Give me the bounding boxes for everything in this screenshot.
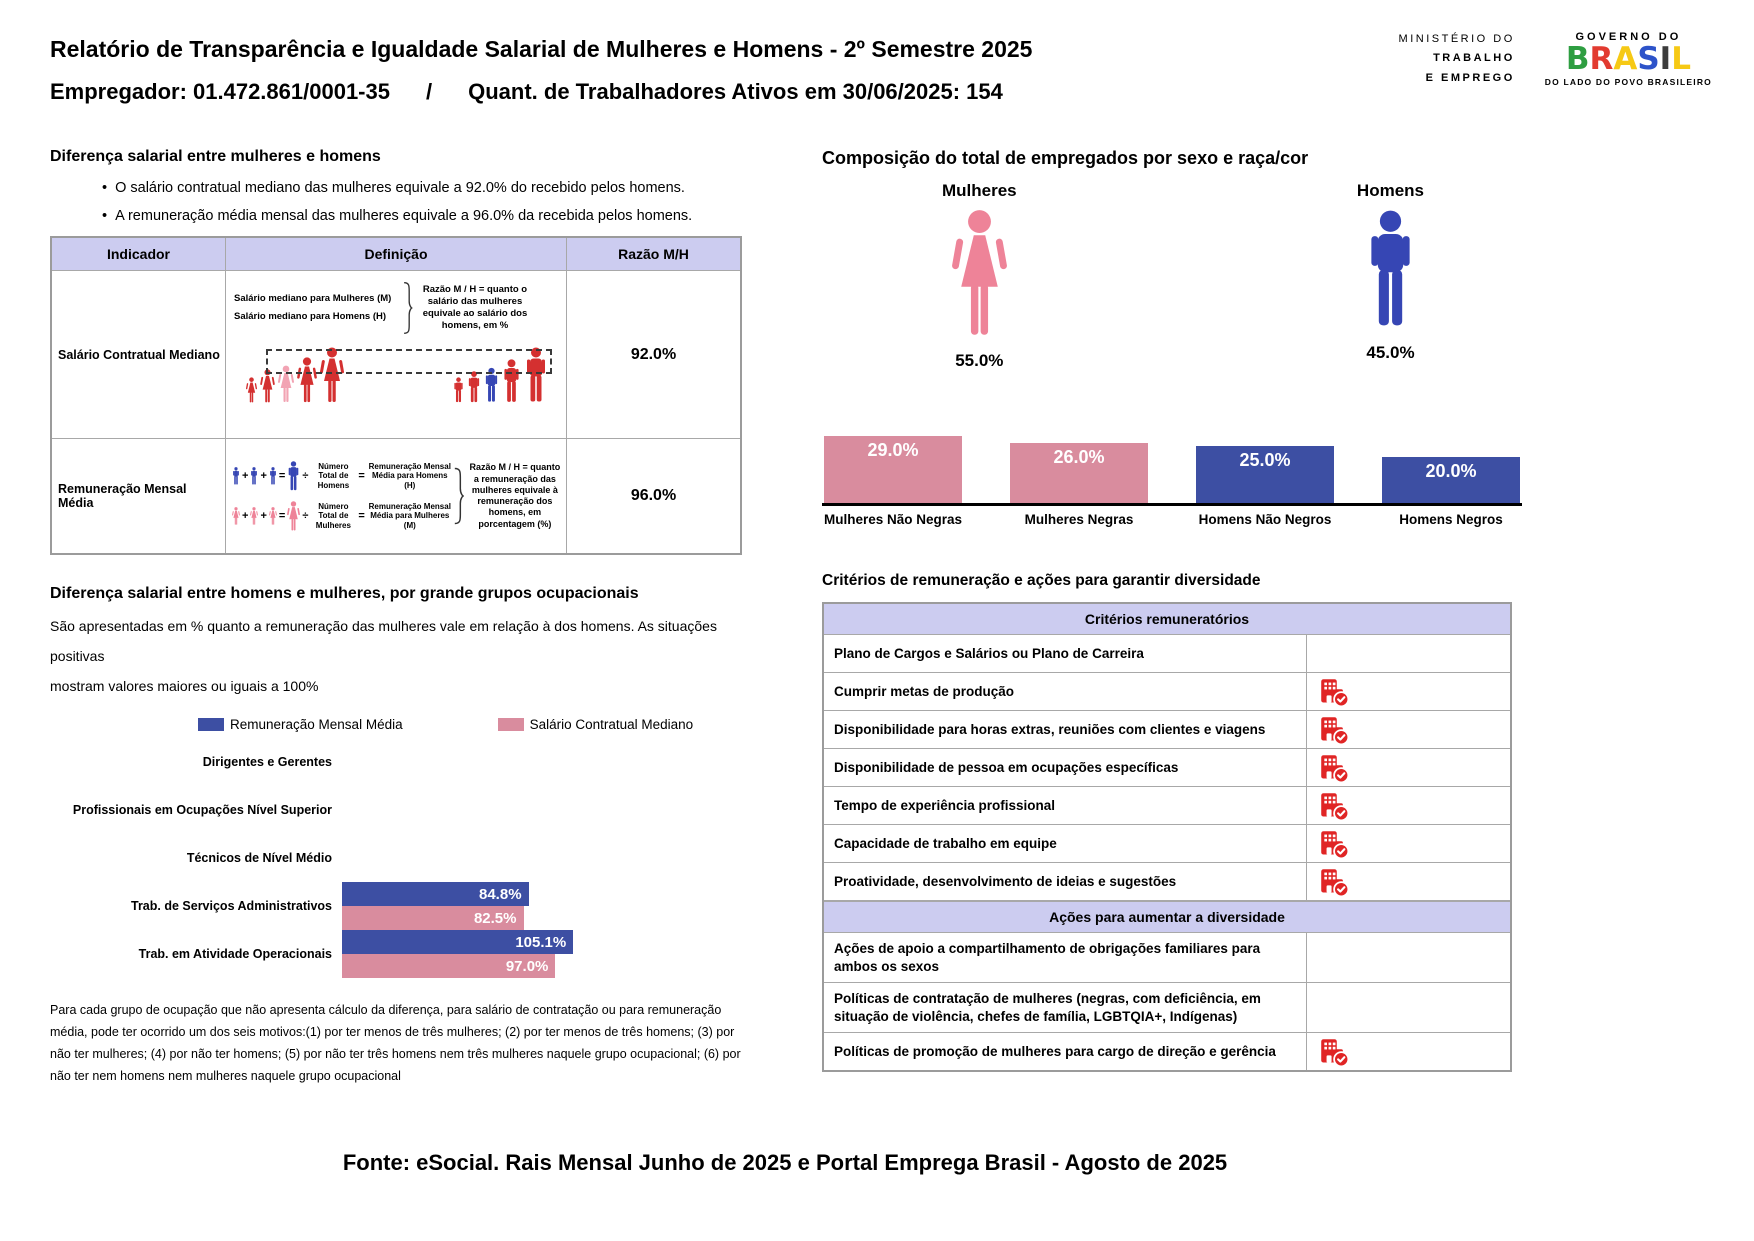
bar-value: 26.0% [1053, 447, 1105, 468]
divide-sign: ÷ [302, 510, 309, 522]
bar-remuneracao-media [342, 930, 573, 954]
bar-mulheres-nao-negras [824, 436, 962, 503]
occupation-label: Trab. em Atividade Operacionais [138, 946, 332, 961]
composition-bars [822, 433, 1522, 503]
brasil-letter: I [1659, 41, 1672, 78]
bar-mulheres-negras [1010, 443, 1148, 503]
bar-value: 25.0% [1239, 449, 1291, 470]
occupational-footnote: Para cada grupo de ocupação que não apresenta cálculo da diferença, para salário de contratação ou para remuneração média, pode ter ocorrido um dos seis motivos:(1) por ter menos de três mulheres; (2) por ter menos de três homens; (3) por não ter mulheres; (4) por não ter homens; (5) por não ter três homens nem três mulheres naquele grupo ocupacional; (6) por não ter nem homens nem mulheres naquele grupo ocupacional [50, 1003, 741, 1083]
criteria-check-cell [1307, 863, 1510, 900]
man-icon [467, 371, 481, 403]
woman-icon [952, 209, 1007, 337]
criteria-text: Proatividade, desenvolvimento de ideias e sugestões [824, 863, 1307, 900]
criteria-row [824, 749, 1510, 787]
criteria-check-cell [1307, 711, 1510, 748]
men-label: Homens [1356, 181, 1424, 200]
building-check-icon [1319, 677, 1349, 707]
bar-homens-nao-negros [1196, 446, 1334, 504]
men-equation [232, 461, 453, 491]
indicator-name: Salário Contratual Mediano [52, 271, 226, 439]
gov-logo-slogan: DO LADO DO POVO BRASILEIRO [1544, 76, 1712, 87]
criteria-check-cell [1307, 635, 1510, 672]
bullet-text: O salário contratual mediano das mulheres equivale a 92.0% do recebido pelos homens. [115, 180, 685, 196]
page-title: Relatório de Transparência e Igualdade Salarial de Mulheres e Homens - 2º Semestre 2025 [50, 36, 1033, 62]
man-icon [287, 461, 300, 491]
men-result-text: Remuneração Mensal Média para Homens (H) [368, 462, 451, 490]
plus-sign: + [260, 470, 267, 482]
man-icon [453, 377, 464, 403]
occupation-label: Técnicos de Nível Médio [186, 850, 332, 865]
man-icon [232, 467, 240, 485]
women-percentage: 55.0% [955, 351, 1004, 370]
criteria-text: Disponibilidade para horas extras, reuniões com clientes e viagens [824, 711, 1307, 748]
definition-diagram-mean [226, 439, 567, 553]
criteria-row [824, 711, 1510, 749]
report-header [50, 36, 1200, 105]
criteria-row [824, 825, 1510, 863]
woman-icon [287, 501, 300, 531]
subtitle-line1: São apresentadas em % quanto a remuneração das mulheres vale em relação à dos homens. As situações positivas [50, 618, 717, 665]
men-percentage: 45.0% [1366, 343, 1415, 362]
median-men-label: Salário mediano para Homens (H) [234, 310, 387, 322]
bar-remuneracao-media [342, 882, 529, 906]
occupation-bars [342, 882, 529, 930]
col-header-indicador: Indicador [52, 238, 226, 271]
bullet-text: A remuneração média mensal das mulheres equivale a 96.0% da recebida pelos homens. [115, 208, 693, 224]
bar-value: 105.1% [515, 933, 567, 951]
criteria-row [824, 1033, 1510, 1070]
bar-value: 20.0% [1425, 461, 1477, 481]
criteria-row [824, 983, 1510, 1033]
header-logos [1399, 30, 1712, 88]
occupational-title: Diferença salarial entre homens e mulheres, por grande grupos ocupacionais [50, 585, 639, 602]
definition-diagram-median [226, 271, 567, 439]
criteria-row [824, 635, 1510, 673]
median-dashed-box [266, 349, 552, 374]
criteria-row [824, 933, 1510, 983]
subtitle-line2: mostram valores maiores ou iguais a 100% [50, 678, 319, 695]
women-figure-block [942, 181, 1017, 371]
legend-swatch-pink [498, 718, 524, 731]
source-footer: Fonte: eSocial. Rais Mensal Junho de 2025 e Portal Emprega Brasil - Agosto de 2025 [342, 1150, 1228, 1175]
ministry-line2: TRABALHO [1433, 52, 1515, 65]
criteria-section [822, 572, 1522, 1072]
gov-logo-top-text: GOVERNO DO [1575, 31, 1682, 44]
criteria-check-cell [1307, 787, 1510, 824]
ministry-logo [1399, 30, 1515, 88]
population-figures [234, 343, 560, 403]
composition-title: Composição do total de empregados por sexo e raça/cor [822, 148, 1309, 168]
criteria-section2-header: Ações para aumentar a diversidade [824, 901, 1510, 933]
col-header-definicao: Definição [226, 238, 567, 271]
plus-sign: + [242, 510, 249, 522]
criteria-row [824, 673, 1510, 711]
criteria-row [824, 863, 1510, 901]
salary-gap-title: Diferença salarial entre mulheres e homens [50, 148, 381, 165]
ministry-line1: MINISTÉRIO DO [1398, 33, 1515, 45]
occupation-row [50, 930, 756, 978]
equals-sign: = [358, 510, 365, 522]
occupation-bars [342, 930, 573, 978]
equals-sign: = [278, 470, 286, 482]
left-column [50, 148, 756, 1088]
women-label: Mulheres [942, 181, 1017, 200]
criteria-check-cell [1307, 825, 1510, 862]
bar-value: 29.0% [867, 440, 919, 461]
occupation-label: Trab. de Serviços Administrativos [131, 898, 332, 913]
plus-sign: + [242, 470, 249, 482]
employer-line [50, 79, 1200, 105]
bullet-dot: • [102, 208, 108, 224]
ratio-value: 96.0% [630, 487, 677, 504]
mean-ratio-note: Razão M / H = quanto a remuneração das mulheres equivale à remuneração dos homens, em porcentagem (%) [469, 462, 561, 529]
composition-category-labels [822, 512, 1522, 527]
legend-item-mediano [498, 717, 694, 732]
criteria-text: Políticas de promoção de mulheres para cargo de direção e gerência [824, 1033, 1307, 1070]
bullet-item [102, 208, 756, 224]
criteria-row [824, 787, 1510, 825]
criteria-check-cell [1307, 673, 1510, 710]
legend-label: Salário Contratual Mediano [529, 717, 694, 733]
women-result-text: Remuneração Mensal Média para Mulheres (M) [368, 502, 451, 530]
equals-sign: = [278, 510, 286, 522]
median-ratio-note: Razão M / H = quanto o salário das mulheres equivale ao salário dos homens, em % [422, 284, 528, 331]
occupation-row [50, 882, 756, 930]
occupation-row [50, 738, 756, 786]
women-divisor-text: Número Total de Mulheres [315, 502, 351, 530]
men-divisor-text: Número Total de Homens [317, 462, 350, 490]
criteria-text: Plano de Cargos e Salários ou Plano de Carreira [824, 635, 1307, 672]
brace-icon [453, 452, 464, 540]
divide-sign: ÷ [302, 470, 309, 482]
composition-people [822, 181, 1522, 371]
occupational-subtitle [50, 611, 756, 701]
employer-id: Empregador: 01.472.861/0001-35 [50, 79, 390, 104]
criteria-text: Políticas de contratação de mulheres (negras, com deficiência, em situação de violência, chefes de família, LGBTQIA+, Indígenas) [824, 983, 1307, 1032]
mean-equations [232, 461, 453, 531]
salary-gap-bullets [102, 180, 756, 224]
man-icon [1365, 209, 1416, 329]
brasil-wordmark [1545, 43, 1712, 76]
brasil-letter: A [1613, 41, 1638, 78]
building-check-icon [1319, 829, 1349, 859]
brace-icon [402, 281, 413, 335]
median-women-label: Salário mediano para Mulheres (M) [234, 293, 392, 305]
building-check-icon [1319, 791, 1349, 821]
woman-icon [269, 507, 277, 525]
bar-homens-negros [1382, 457, 1520, 503]
bullet-item [102, 180, 756, 196]
criteria-check-cell [1307, 983, 1510, 1032]
bar-salario-mediano [342, 954, 555, 978]
salary-indicators-table [50, 236, 742, 555]
occupation-label: Dirigentes e Gerentes [202, 754, 332, 769]
median-definition-labels [234, 287, 402, 329]
criteria-title: Critérios de remuneração e ações para garantir diversidade [822, 572, 1261, 589]
criteria-section1-header: Critérios remuneratórios [824, 604, 1510, 635]
building-check-icon [1319, 867, 1349, 897]
woman-icon [246, 377, 257, 403]
bar-salario-mediano [342, 906, 524, 930]
chart-baseline [822, 503, 1522, 506]
brasil-letter: S [1637, 41, 1660, 78]
separator: / [425, 79, 433, 104]
building-check-icon [1319, 753, 1349, 783]
criteria-check-cell [1307, 749, 1510, 786]
category-label: Homens Negros [1399, 512, 1503, 527]
bullet-dot: • [102, 180, 108, 196]
col-header-razao: Razão M/H [567, 238, 740, 271]
man-icon [269, 467, 277, 485]
criteria-text: Disponibilidade de pessoa em ocupações específicas [824, 749, 1307, 786]
category-label: Homens Não Negros [1198, 512, 1332, 527]
category-label: Mulheres Não Negras [824, 512, 963, 527]
criteria-table [822, 602, 1512, 1072]
composition-section [822, 148, 1522, 527]
building-check-icon [1319, 715, 1349, 745]
occupation-row [50, 834, 756, 882]
woman-icon [250, 507, 258, 525]
woman-icon [260, 369, 275, 403]
active-workers: Quant. de Trabalhadores Ativos em 30/06/2025: 154 [468, 79, 1003, 104]
woman-icon [232, 507, 240, 525]
criteria-text: Ações de apoio a compartilhamento de obrigações familiares para ambos os sexos [824, 933, 1307, 982]
plus-sign: + [260, 510, 267, 522]
equals-sign: = [358, 470, 365, 482]
bar-value: 82.5% [473, 909, 517, 927]
women-equation [232, 501, 453, 531]
legend-label: Remuneração Mensal Média [230, 717, 403, 733]
ministry-line3: E EMPREGO [1425, 71, 1515, 84]
brasil-letter: L [1671, 41, 1691, 78]
occupation-row [50, 786, 756, 834]
man-icon [250, 467, 258, 485]
bar-value: 84.8% [479, 885, 522, 903]
ratio-value: 92.0% [567, 271, 740, 439]
category-label: Mulheres Negras [1024, 512, 1134, 527]
composition-bar-chart [822, 433, 1522, 527]
brasil-letter: R [1589, 41, 1614, 78]
men-figure-block [1357, 181, 1424, 371]
legend-item-media [198, 717, 403, 732]
criteria-text: Tempo de experiência profissional [824, 787, 1307, 824]
occupational-bar-chart [50, 738, 756, 978]
legend-swatch-blue [198, 718, 224, 731]
occupation-label: Profissionais em Ocupações Nível Superior [72, 802, 332, 817]
criteria-check-cell [1307, 933, 1510, 982]
bar-value: 97.0% [505, 957, 549, 975]
chart-legend [198, 717, 756, 732]
criteria-text: Cumprir metas de produção [824, 673, 1307, 710]
governo-do-brasil-logo [1545, 31, 1712, 87]
criteria-text: Capacidade de trabalho em equipe [824, 825, 1307, 862]
building-check-icon [1319, 1037, 1349, 1067]
criteria-check-cell [1307, 1033, 1510, 1070]
brasil-letter: B [1565, 41, 1590, 78]
indicator-name: Remuneração Mensal Média [52, 439, 226, 553]
